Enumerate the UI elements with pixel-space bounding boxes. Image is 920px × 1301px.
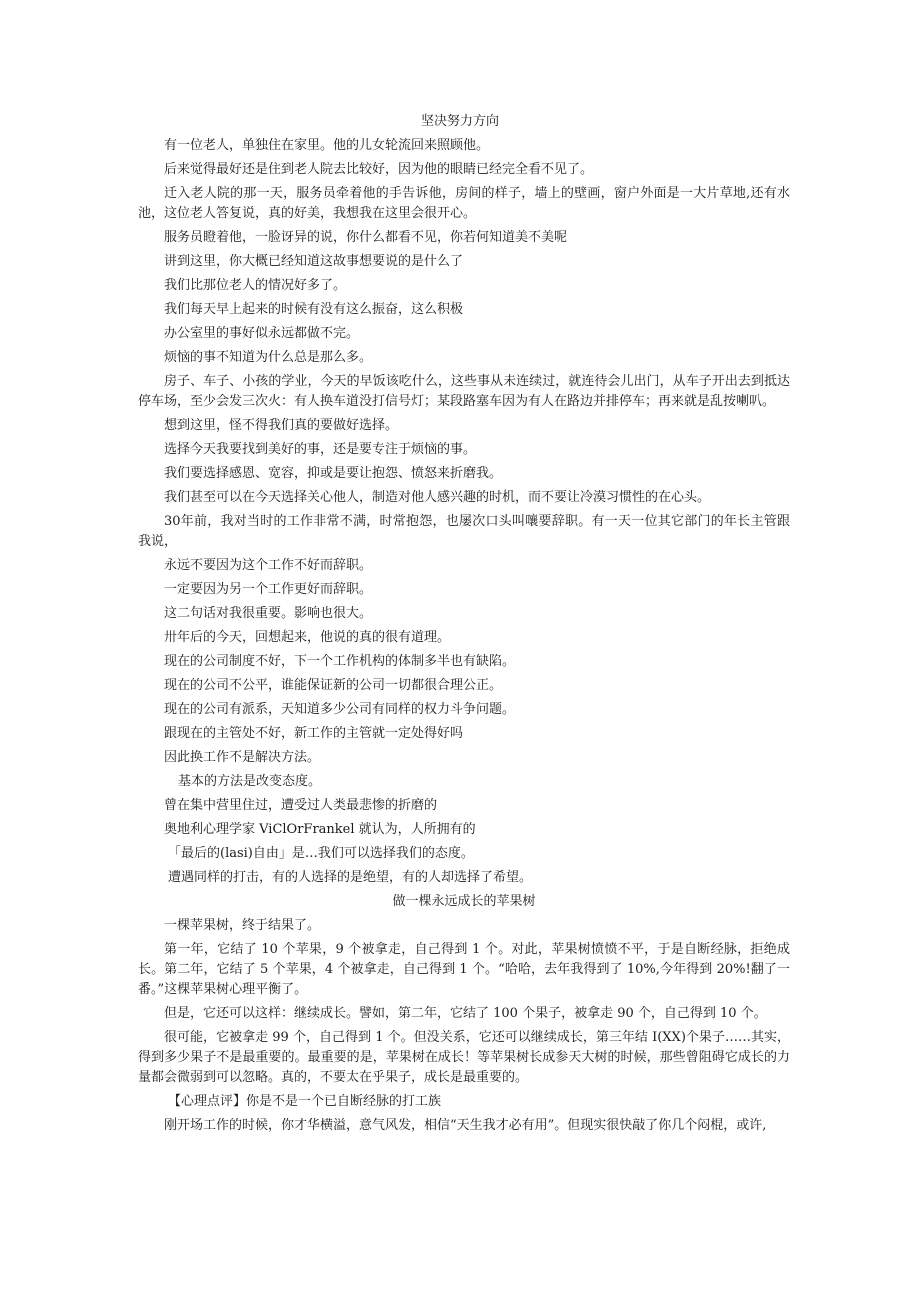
document-title: 坚决努力方向 (420, 114, 499, 129)
paragraph: 【心理点评】你是不是一个已自断经脉的打工族 (168, 1094, 442, 1109)
paragraph: 办公室里的事好似永远都做不完。 (164, 326, 360, 341)
paragraph: 永远不要因为这个工作不好而辞职。 (164, 558, 373, 573)
paragraph: 房子、车子、小孩的学业，今天的早饭该吃什么，这些事从未连续过，就连待会儿出门，从车子开出去到抵达停车场，至少会发三次火：有人换车道没打信号灯；某段路塞车因为有人在路边并排停车；再来就是乱按喇叭。 (138, 374, 790, 409)
paragraph: 一定要因为另一个工作更好而辞职。 (164, 582, 373, 597)
paragraph: 现在的公司有派系，天知道多少公司有同样的权力斗争问题。 (164, 702, 516, 717)
paragraph: 现在的公司制度不好，下一个工作机构的体制多半也有缺陷。 (164, 654, 516, 669)
paragraph: 烦恼的事不知道为什么总是那么多。 (164, 350, 373, 365)
paragraph: 有一位老人，单独住在家里。他的儿女轮流回来照顾他。 (164, 138, 490, 153)
paragraph: 跟现在的主管处不好，新工作的主管就一定处得好吗 (164, 726, 464, 741)
paragraph: 卅年后的今天，回想起来，他说的真的很有道理。 (164, 630, 451, 645)
paragraph: 遭遇同样的打击，有的人选择的是绝望，有的人却选择了希望。 (168, 870, 533, 885)
paragraph: 讲到这里，你大概已经知道这故事想要说的是什么了 (164, 254, 464, 269)
paragraph: 第一年，它结了 10 个苹果，9 个被拿走，自己得到 1 个。对此，苹果树愤愤不平，于是自断经脉，拒绝成长。第二年，它结了 5 个苹果，4 个被拿走，自己得到 1 个。“哈哈，去年我得到了 10%,今年得到 20%!翻了一番。”这棵苹果树心理平衡了。 (138, 942, 790, 997)
paragraph: 后来觉得最好还是住到老人院去比较好，因为他的眼睛已经完全看不见了。 (164, 162, 594, 177)
paragraph: 曾在集中营里住过，遭受过人类最悲惨的折磨的 (164, 798, 438, 813)
paragraph: 这二句话对我很重要。影响也很大。 (164, 606, 373, 621)
paragraph: 我们甚至可以在今天选择关心他人，制造对他人感兴趣的时机，而不要让冷漠习惯性的在心头。 (164, 490, 711, 505)
paragraph: 因此换工作不是解决方法。 (164, 750, 321, 765)
paragraph: 想到这里，怪不得我们真的要做好选择。 (164, 418, 399, 433)
paragraph: 30年前，我对当时的工作非常不满，时常抱怨，也屡次口头叫嚷要辞职。有一天一位其它部门的年长主管跟我说， (138, 514, 790, 549)
paragraph: 奥地利心理学家 ViClOrFrankel 就认为，人所拥有的 (164, 822, 476, 837)
paragraph: 很可能，它被拿走 99 个，自己得到 1 个。但没关系，它还可以继续成长，第三年结 I(XX)个果子……其实，得到多少果子不是最重要的。最重要的是，苹果树在成长！等苹果树长成参天大树的时候，那些曾阻碍它成长的力量都会微弱到可以忽略。真的，不要太在乎果子，成长是最重要的。 (138, 1030, 790, 1085)
section-subtitle: 做一棵永远成长的苹果树 (392, 894, 536, 909)
paragraph: 服务员瞪着他，一脸讶异的说，你什么都看不见，你若何知道美不美呢 (164, 230, 568, 245)
paragraph: 选择今天我要找到美好的事，还是要专注于烦恼的事。 (164, 442, 477, 457)
document-body (138, 136, 790, 1140)
paragraph: 基本的方法是改变态度。 (178, 774, 322, 789)
paragraph: 刚开场工作的时候，你才华横溢，意气风发，相信“天生我才必有用”。但现实很快敲了你几个闷棍，或许, (164, 1118, 767, 1133)
paragraph: 一棵苹果树，终于结果了。 (164, 918, 321, 933)
paragraph: 迁入老人院的那一天，服务员牵着他的手告诉他，房间的样子，墙上的壁画，窗户外面是一大片草地,还有水池，这位老人答复说，真的好美，我想我在这里会很开心。 (138, 186, 790, 221)
paragraph: 我们每天早上起来的时候有没有这么振奋，这么积极 (164, 302, 464, 317)
paragraph: 我们要选择感恩、宽容，抑或是要让抱怨、愤怒来折磨我。 (164, 466, 503, 481)
paragraph: 但是，它还可以这样：继续成长。譬如，第二年，它结了 100 个果子，被拿走 90 个，自己得到 10 个。 (164, 1006, 767, 1021)
paragraph: 「最后的(lasi)自由」是…我们可以选择我们的态度。 (168, 846, 474, 861)
paragraph: 我们比那位老人的情况好多了。 (164, 278, 347, 293)
paragraph: 现在的公司不公平，谁能保证新的公司一切都很合理公正。 (164, 678, 503, 693)
